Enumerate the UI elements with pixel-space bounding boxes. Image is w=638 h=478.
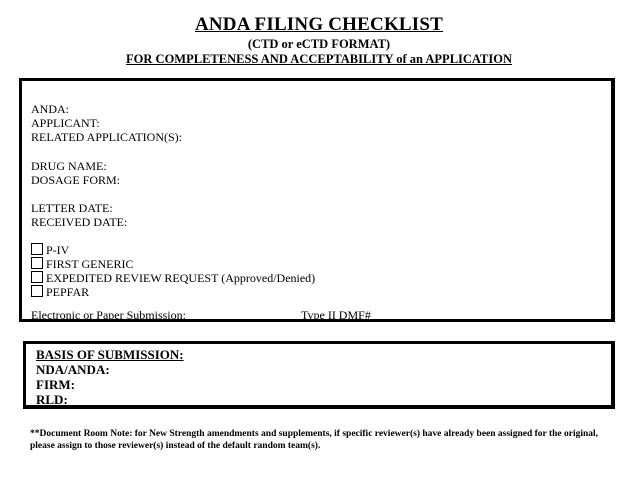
anda-label: ANDA:: [31, 102, 69, 116]
rld-label: RLD:: [36, 392, 68, 407]
pepfar-checkbox[interactable]: [31, 285, 43, 297]
document-title: ANDA FILING CHECKLIST: [194, 14, 444, 35]
dosage-form-label: DOSAGE FORM:: [31, 173, 121, 187]
nda-anda-label: NDA/ANDA:: [36, 362, 110, 377]
basis-of-submission-box: [23, 341, 615, 409]
first-generic-label: FIRST GENERIC: [46, 257, 134, 271]
checkbox-row-first-generic[interactable]: [31, 257, 133, 271]
expedited-review-checkbox[interactable]: [31, 271, 43, 283]
purpose-subtitle: FOR COMPLETENESS AND ACCEPTABILITY of an APPLICATION: [126, 52, 512, 66]
applicant-label: APPLICANT:: [31, 116, 100, 130]
pepfar-label: PEPFAR: [46, 285, 90, 299]
checkbox-row-piv[interactable]: [31, 243, 69, 257]
drug-name-label: DRUG NAME:: [31, 159, 107, 173]
expedited-review-label: EXPEDITED REVIEW REQUEST (Approved/Denied): [46, 271, 316, 285]
piv-checkbox[interactable]: [31, 243, 43, 255]
first-generic-checkbox[interactable]: [31, 257, 43, 269]
firm-label: FIRM:: [36, 377, 75, 392]
format-subtitle: (CTD or eCTD FORMAT): [247, 37, 391, 51]
basis-heading: BASIS OF SUBMISSION:: [36, 347, 184, 362]
application-info-box: [19, 78, 615, 322]
piv-label: P-IV: [46, 243, 70, 257]
checkbox-row-expedited[interactable]: [31, 271, 315, 285]
related-applications-label: RELATED APPLICATION(S):: [31, 130, 183, 144]
checkbox-row-pepfar[interactable]: [31, 285, 89, 299]
type-ii-dmf-label: Type II DMF#: [301, 308, 371, 322]
letter-date-label: LETTER DATE:: [31, 201, 113, 215]
received-date-label: RECEIVED DATE:: [31, 215, 128, 229]
document-room-note: **Document Room Note: for New Strength amendments and supplements, if specific reviewer(s) have already been assigned for the original, please assign to those reviewer(s) instead of the default random team(s).: [30, 429, 599, 451]
electronic-paper-submission-label: Electronic or Paper Submission:: [31, 308, 186, 322]
